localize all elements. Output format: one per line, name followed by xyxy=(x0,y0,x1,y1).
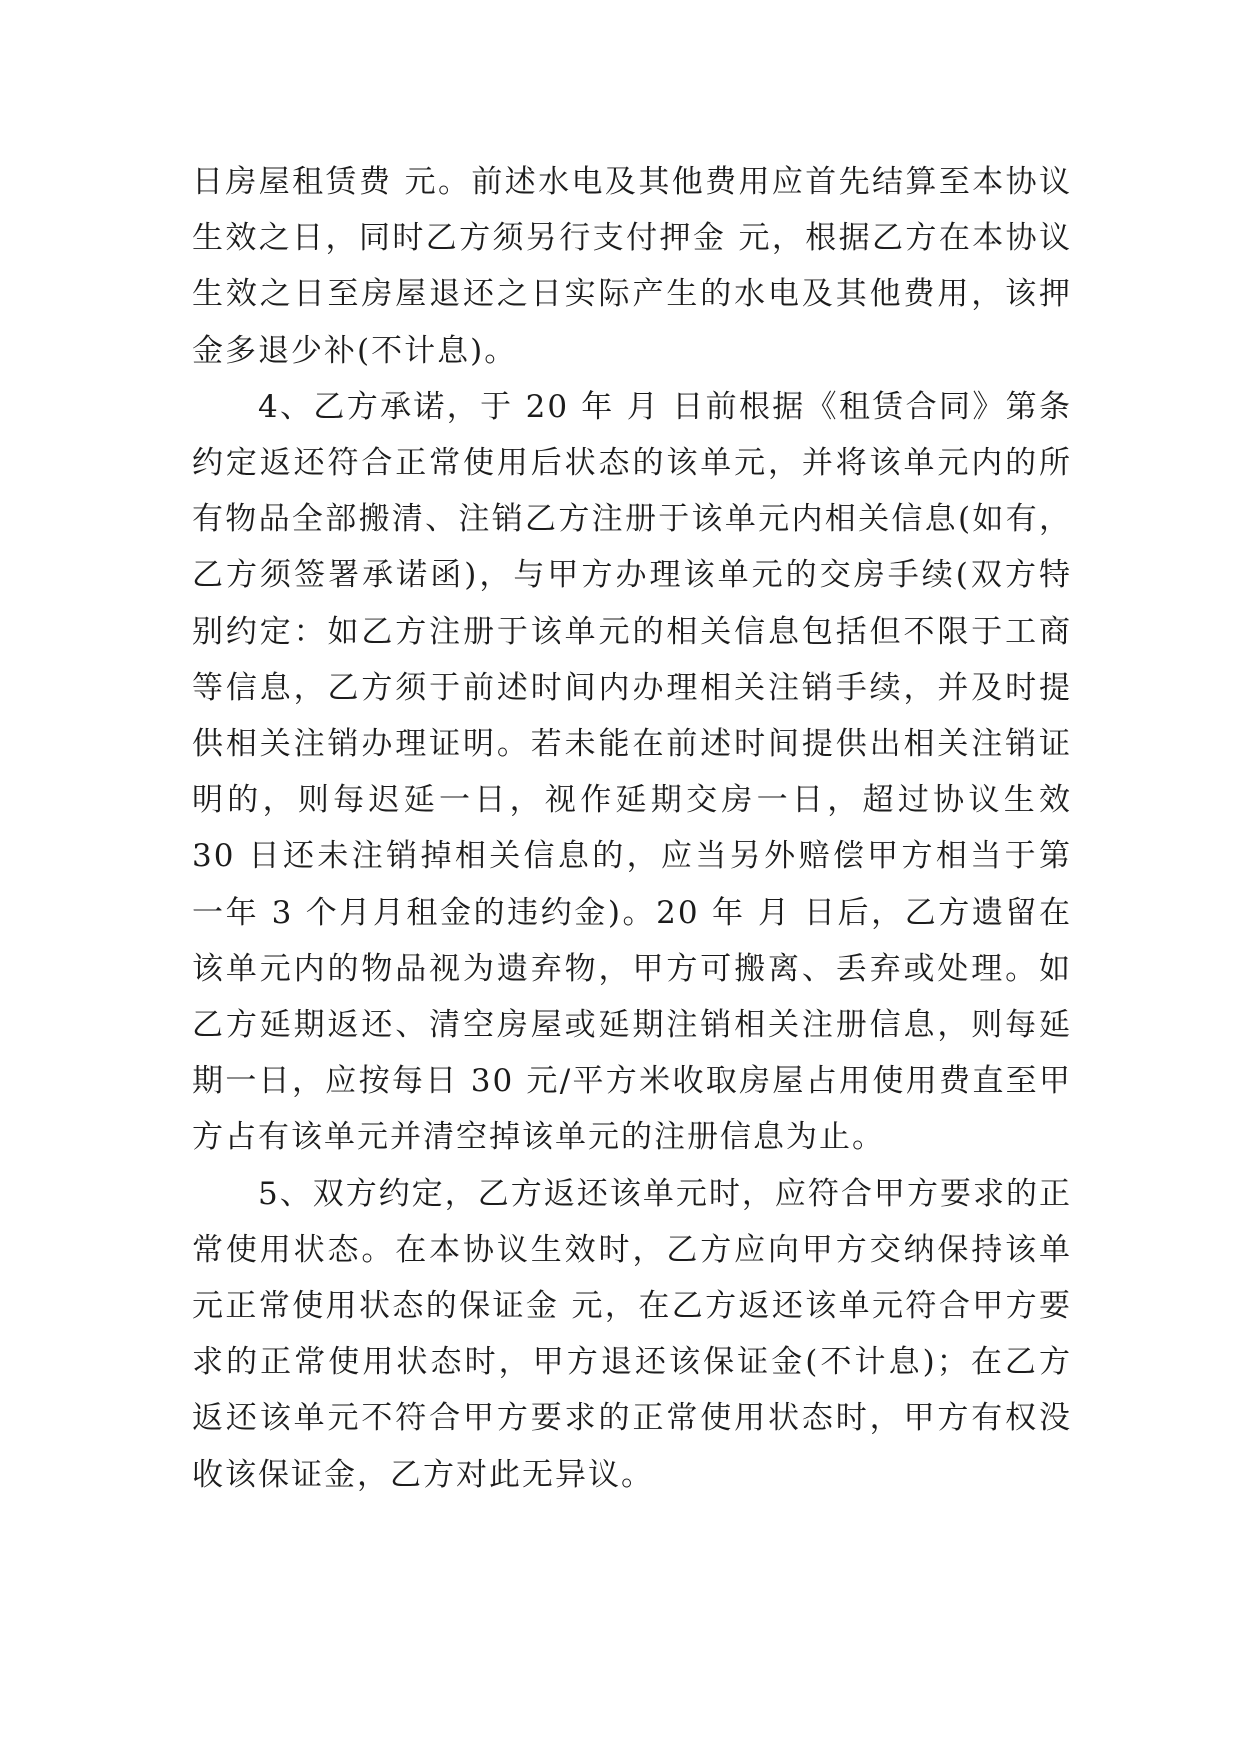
paragraph-clause-5: 5、双方约定，乙方返还该单元时，应符合甲方要求的正常使用状态。在本协议生效时，乙方应向甲方交纳保持该单元正常使用状态的保证金 元，在乙方返还该单元符合甲方要求的正常使用状态时，甲方退还该保证金(不计息)；在乙方返还该单元不符合甲方要求的正常使用状态时，甲方有权没收该保证金，乙方对此无异议。 xyxy=(192,1175,1072,1493)
paragraph-rent-deposit: 日房屋租赁费 元。前述水电及其他费用应首先结算至本协议生效之日，同时乙方须另行支付押金 元，根据乙方在本协议生效之日至房屋退还之日实际产生的水电及其他费用，该押金多退少补(不计息)。 xyxy=(192,164,1072,369)
paragraph-clause-4: 4、乙方承诺，于 20 年 月 日前根据《租赁合同》第条约定返还符合正常使用后状态的该单元，并将该单元内的所有物品全部搬清、注销乙方注册于该单元内相关信息(如有，乙方须签署承诺函)，与甲方办理该单元的交房手续(双方特别约定：如乙方注册于该单元的相关信息包括但不限于工商等信息，乙方须于前述时间内办理相关注销手续，并及时提供相关注销办理证明。若未能在前述时间提供出相关注销证明的，则每迟延一日，视作延期交房一日，超过协议生效 30 日还未注销掉相关信息的，应当另外赔偿甲方相当于第一年 3 个月月租金的违约金)。20 年 月 日后，乙方遗留在该单元内的物品视为遗弃物，甲方可搬离、丢弃或处理。如乙方延期返还、清空房屋或延期注销相关注册信息，则每延期一日，应按每日 30 元/平方米收取房屋占用使用费直至甲方占有该单元并清空掉该单元的注册信息为止。 xyxy=(192,388,1072,1156)
document-body xyxy=(192,154,1072,1503)
